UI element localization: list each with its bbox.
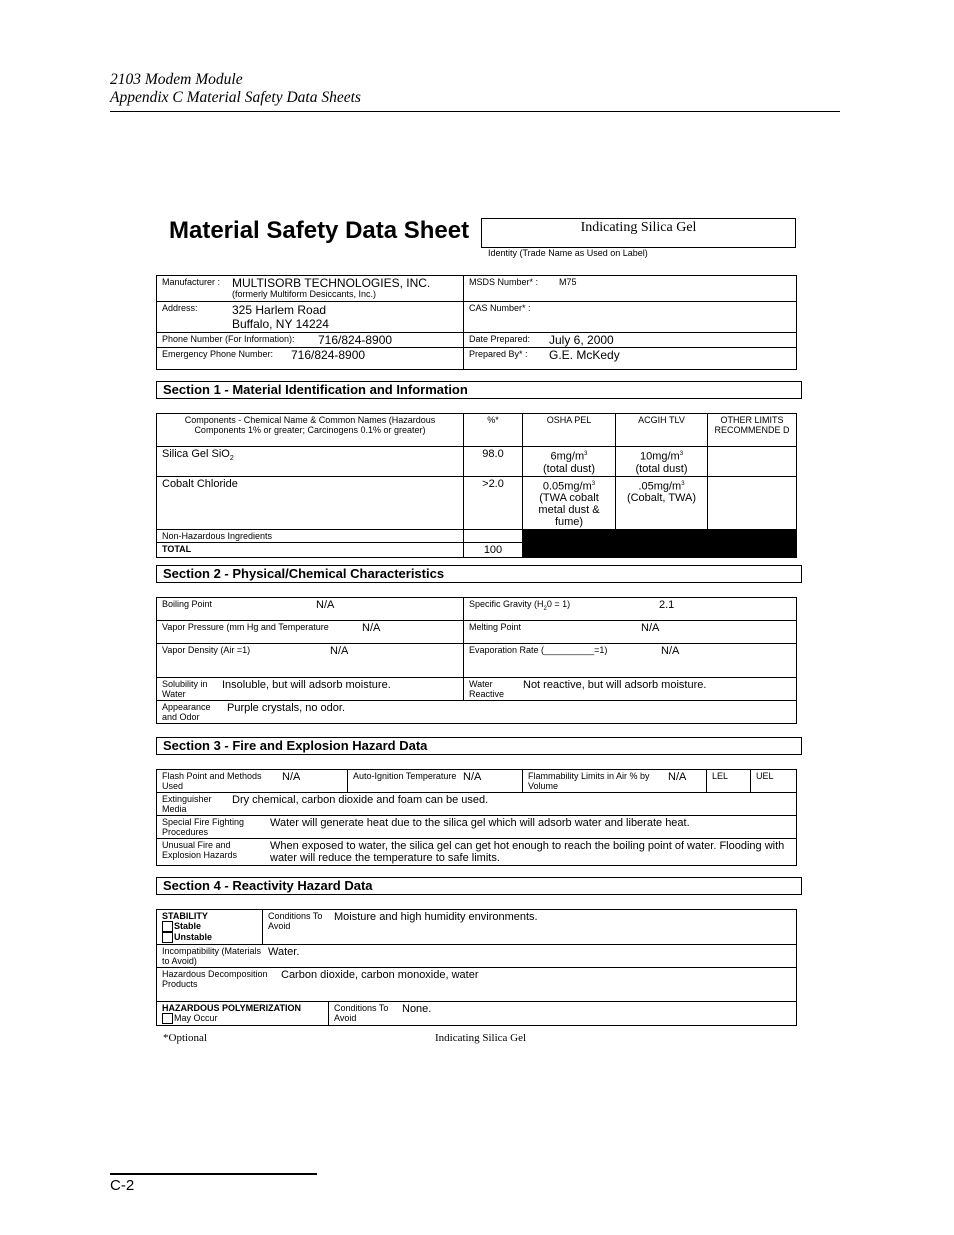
water-reactive-label: Water Reactive [469, 679, 505, 699]
manufacturer-cell [157, 276, 464, 302]
special-procedures-cell [157, 816, 797, 839]
osha-note: (total dust) [543, 462, 595, 475]
solubility-label: Solubility in Water [162, 679, 208, 699]
identity-caption: Identity (Trade Name as Used on Label) [488, 248, 648, 258]
special-procedures-label: Special Fire Fighting Procedures [162, 817, 245, 837]
conditions-value: Moisture and high humidity environments. [334, 911, 538, 923]
component-name-cell [157, 447, 464, 477]
vapor-pressure-label: Vapor Pressure (mm Hg and Temperature [162, 622, 329, 632]
osha-value: 0.05mg/m [542, 480, 592, 493]
cas-label: CAS Number* : [469, 303, 531, 313]
flash-point-label: Flash Point and Methods Used [162, 771, 262, 791]
vapor-density-cell [157, 644, 464, 678]
unusual-hazards-cell [157, 839, 797, 866]
extinguisher-cell [157, 793, 797, 816]
polymer-conditions-cell [329, 1002, 797, 1026]
conditions-cell [263, 910, 797, 945]
vapor-density-value: N/A [330, 645, 349, 657]
acgih-superscript: 3 [679, 451, 684, 457]
address-line-2: Buffalo, NY 14224 [232, 317, 329, 331]
evaporation-cell [464, 644, 797, 678]
acgih-superscript: 3 [681, 480, 685, 487]
cas-cell [464, 302, 797, 333]
boiling-label: Boiling Point [162, 599, 213, 609]
document-header-title: 2103 Modem Module [110, 71, 243, 88]
component-percent: 98.0 [464, 447, 523, 477]
footer-rule [110, 1173, 317, 1175]
footer-product-name: Indicating Silica Gel [435, 1032, 527, 1044]
reactivity-table [156, 909, 797, 1026]
prepared-label: Prepared By* : [469, 349, 528, 359]
phone-number: 716/824-8900 [318, 333, 393, 347]
component-other [708, 447, 797, 477]
address-cell [157, 302, 464, 333]
component-osha [523, 476, 616, 530]
component-subscript: 2 [229, 455, 234, 463]
incompatibility-label: Incompatibility (Materials to Avoid) [162, 946, 262, 967]
boiling-value: N/A [316, 599, 335, 611]
polymerization-cell [157, 1002, 329, 1026]
acgih-note: (total dust) [635, 462, 688, 475]
decomposition-value: Carbon dioxide, carbon monoxide, water [281, 969, 479, 982]
date-label: Date Prepared: [469, 334, 531, 344]
boiling-cell [157, 598, 464, 621]
melting-cell [464, 621, 797, 644]
components-header: Components - Chemical Name & Common Names (Hazardous Components 1% or greater; Carcinogens 0.1% or greater) [157, 414, 464, 447]
page-title: Material Safety Data Sheet [169, 217, 470, 244]
incompatibility-value: Water. [268, 946, 300, 959]
gravity-label: Specific Gravity (H [469, 599, 544, 609]
acgih-value: 10mg/m [639, 450, 680, 463]
msds-number: M75 [559, 277, 577, 287]
osha-header: OSHA PEL [523, 414, 616, 447]
emergency-phone: 716/824-8900 [291, 348, 366, 362]
appearance-label: Appearance and Odor [162, 702, 211, 722]
component-name: Silica Gel SiO [162, 448, 230, 460]
flammability-value: N/A [668, 771, 687, 783]
components-table [156, 413, 797, 558]
vapor-density-label: Vapor Density (Air =1) [162, 645, 251, 655]
special-procedures-value: Water will generate heat due to the silica gel which will adsorb water and liberate heat. [270, 817, 690, 829]
auto-ignition-value: N/A [463, 771, 482, 783]
evaporation-value: N/A [661, 645, 680, 657]
phone-label: Phone Number (For Information): [162, 334, 295, 344]
melting-value: N/A [641, 622, 660, 634]
flash-point-value: N/A [282, 771, 301, 783]
may-occur-text: May Occur [174, 1013, 218, 1024]
osha-value: 6mg/m [550, 450, 585, 463]
component-osha [523, 447, 616, 477]
flammability-label: Flammability Limits in Air % by Volume [528, 771, 650, 791]
date-cell [464, 333, 797, 348]
address-line-1: 325 Harlem Road [232, 303, 327, 317]
stability-cell [157, 910, 263, 945]
prepared-cell [464, 348, 797, 370]
incompatibility-cell [157, 945, 797, 968]
extinguisher-label: Extinguisher Media [162, 794, 212, 814]
appearance-value: Purple crystals, no odor. [227, 702, 346, 714]
emergency-cell [157, 348, 464, 370]
polymer-conditions-label: Conditions To Avoid [334, 1003, 389, 1024]
total-value: 100 [464, 543, 523, 558]
non-hazardous-percent [464, 530, 523, 543]
extinguisher-value: Dry chemical, carbon dioxide and foam can be used. [232, 794, 489, 806]
acgih-header: ACGIH TLV [616, 414, 708, 447]
auto-ignition-label: Auto-Ignition Temperature [353, 771, 457, 781]
acgih-value: .05mg/m [638, 480, 682, 493]
uel-cell: UEL [751, 770, 797, 793]
melting-label: Melting Point [469, 622, 522, 632]
gravity-label-end: 0 = 1) [546, 599, 571, 609]
gravity-cell [464, 598, 797, 621]
fire-hazard-table [156, 769, 797, 866]
percent-header: %* [464, 414, 523, 447]
component-percent: >2.0 [464, 476, 523, 530]
lel-cell: LEL [707, 770, 751, 793]
decomposition-label: Hazardous Decomposition Products [162, 969, 268, 990]
component-other [708, 476, 797, 530]
address-label: Address: [162, 303, 198, 313]
osha-superscript: 3 [584, 451, 588, 457]
osha-superscript: 3 [591, 480, 596, 487]
unstable-text: Unstable [174, 932, 213, 943]
stable-option [162, 921, 257, 932]
stable-checkbox[interactable] [162, 921, 173, 932]
emergency-label: Emergency Phone Number: [162, 349, 274, 359]
auto-ignition-cell [348, 770, 523, 793]
polymer-conditions-value: None. [402, 1003, 432, 1016]
manufacturer-info-table [156, 275, 797, 370]
msds-label: MSDS Number* : [469, 277, 539, 287]
manufacturer-name: MULTISORB TECHNOLOGIES, INC. [232, 276, 431, 290]
evaporation-label: Evaporation Rate (__________=1) [469, 645, 608, 655]
conditions-label: Conditions To Avoid [268, 911, 323, 931]
stable-text: Stable [174, 921, 202, 931]
header-rule [110, 111, 840, 112]
manufacturer-label: Manufacturer : [162, 277, 221, 287]
msds-cell [464, 276, 797, 302]
appearance-cell [157, 701, 797, 724]
document-header-subtitle: Appendix C Material Safety Data Sheets [110, 89, 361, 106]
manufacturer-note: (formerly Multiform Desiccants, Inc.) [232, 289, 377, 299]
vapor-pressure-value: N/A [362, 622, 381, 634]
page-number: C-2 [110, 1177, 135, 1194]
date-prepared: July 6, 2000 [549, 333, 614, 347]
gravity-subscript: 2 [543, 605, 547, 612]
section-2-heading: Section 2 - Physical/Chemical Characteristics [156, 565, 802, 583]
decomposition-cell [157, 968, 797, 1002]
unstable-checkbox[interactable] [162, 932, 173, 943]
physical-characteristics-table [156, 597, 797, 724]
optional-note: *Optional [163, 1032, 207, 1044]
vapor-pressure-cell [157, 621, 464, 644]
water-reactive-value: Not reactive, but will adsorb moisture. [523, 679, 707, 691]
solubility-cell [157, 678, 464, 701]
may-occur-checkbox[interactable] [162, 1013, 173, 1024]
unusual-hazards-value: When exposed to water, the silica gel can get hot enough to reach the boiling point of water. Flooding with water will reduce the temperature to safe limits. [270, 840, 785, 864]
unstable-option [162, 932, 257, 943]
blacked-out-area [523, 530, 797, 558]
acgih-note: (Cobalt, TWA) [626, 492, 697, 505]
section-4-heading: Section 4 - Reactivity Hazard Data [156, 877, 802, 895]
component-acgih [616, 476, 708, 530]
section-1-heading: Section 1 - Material Identification and Information [156, 381, 802, 399]
total-label: TOTAL [157, 543, 464, 558]
gravity-value: 2.1 [659, 599, 675, 611]
water-reactive-cell [464, 678, 797, 701]
flammability-cell [523, 770, 707, 793]
flash-point-cell [157, 770, 348, 793]
may-occur-option [162, 1013, 326, 1024]
section-3-heading: Section 3 - Fire and Explosion Hazard Data [156, 737, 802, 755]
component-acgih [616, 447, 708, 477]
other-limits-header: OTHER LIMITS RECOMMENDE D [708, 414, 797, 447]
prepared-by: G.E. McKedy [549, 348, 620, 362]
solubility-value: Insoluble, but will adsorb moisture. [222, 679, 391, 691]
osha-note: (TWA cobalt metal dust & fume) [538, 492, 600, 529]
polymerization-label: HAZARDOUS POLYMERIZATION [162, 1003, 302, 1014]
unusual-hazards-label: Unusual Fire and Explosion Hazards [162, 840, 238, 860]
identity-value: Indicating Silica Gel [580, 220, 697, 235]
component-name: Cobalt Chloride [157, 476, 464, 530]
stability-label: STABILITY [162, 911, 208, 921]
phone-cell [157, 333, 464, 348]
non-hazardous-label: Non-Hazardous Ingredients [157, 530, 464, 543]
